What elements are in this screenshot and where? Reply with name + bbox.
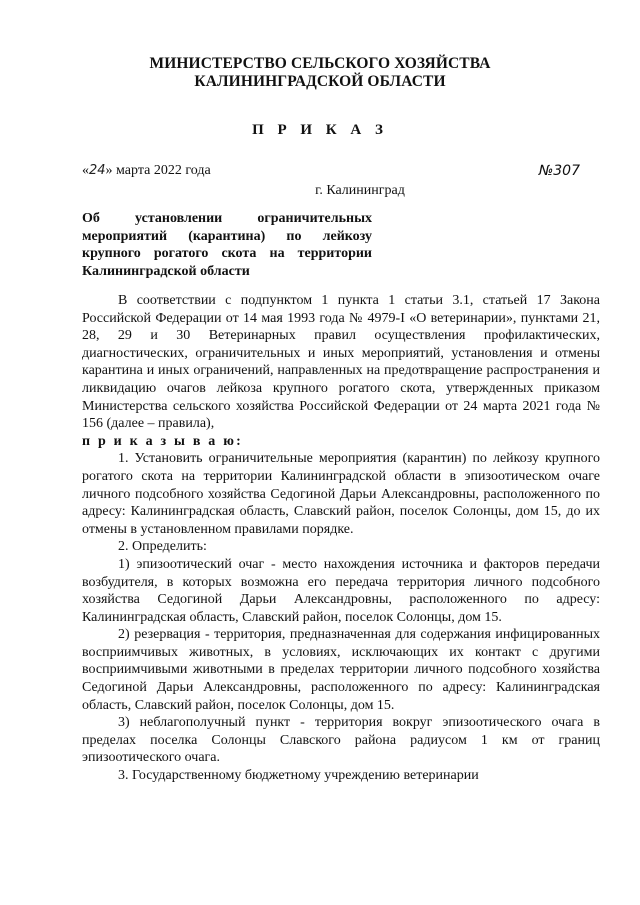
date-day-handwritten: 24 [89,163,106,178]
order-date [82,163,211,179]
number-value-handwritten: 307 [553,163,580,179]
order-subject: Об установлении ограничительных мероприятий (карантина) по лейкозу крупного рогатого скота на территории Калининградской области [82,211,372,279]
order-body [82,292,600,785]
order-number [539,163,580,180]
order-word: п р и к а з ы в а ю: [82,433,243,449]
date-rest: » марта 2022 года [105,163,211,178]
order-city: г. Калининград [315,183,405,198]
preamble-paragraph: В соответствии с подпунктом 1 пункта 1 статьи 3.1, статьей 17 Закона Российской Федерации от 14 мая 1993 года № 4979-I «О ветеринарии», пунктами 21, 28, 29 и 30 Ветеринарных правил осуществления профилактических, диагностических, ограничительных и иных мероприятий, установления и отмены карантина и иных ограничений, направленных на предотвращение распространения и ликвидацию очагов лейкоза крупного рогатого скота, утвержденных приказом Министерства сельского хозяйства Российской Федерации от 24 марта 2021 года № 156 (далее – правила), [82,293,600,432]
item-3-paragraph: 3. Государственному бюджетному учреждению ветеринарии [118,768,479,784]
ministry-line-1: МИНИСТЕРСТВО СЕЛЬСКОГО ХОЗЯЙСТВА [149,55,491,72]
ministry-header [0,55,640,91]
ministry-line-2: КАЛИНИНГРАДСКОЙ ОБЛАСТИ [194,73,446,90]
item-2-3-paragraph: 3) неблагополучный пункт - территория вокруг эпизоотического очага в пределах поселка Солонцы Славского района радиусом 1 км от границ эпизоотического очага. [82,715,600,766]
order-title: П Р И К А З [252,122,388,138]
item-2-1-paragraph: 1) эпизоотический очаг - место нахождения источника и факторов передачи возбудителя, в которых возможна его передача территория личного подсобного хозяйства Седогиной Дарьи Александровны, расположенного по адресу: Калининградская область, Славский район, поселок Солонцы, дом 15. [82,556,600,625]
number-sign: № [538,163,554,179]
item-2-2-paragraph: 2) резервация - территория, предназначенная для содержания инфицированных восприимчивых животных, в условиях, исключающих их контакт с другими восприимчивыми животными в пределах территории личного подсобного хозяйства Седогиной Дарьи Александровны, расположенного по адресу: Калининградская область, Славский район, поселок Солонцы, дом 15. [82,627,600,713]
item-2-paragraph: 2. Определить: [118,539,207,555]
date-open-quote: « [82,163,89,178]
item-1-paragraph: 1. Установить ограничительные мероприятия (карантин) по лейкозу крупного рогатого скота на территории Калининградской области в эпизоотическом очаге личного подсобного хозяйства Седогиной Дарьи Александровны, расположенного по адресу: Калининградская область, Славский район, поселок Солонцы, дом 15, до их отмены в установленном правилами порядке. [82,451,600,537]
